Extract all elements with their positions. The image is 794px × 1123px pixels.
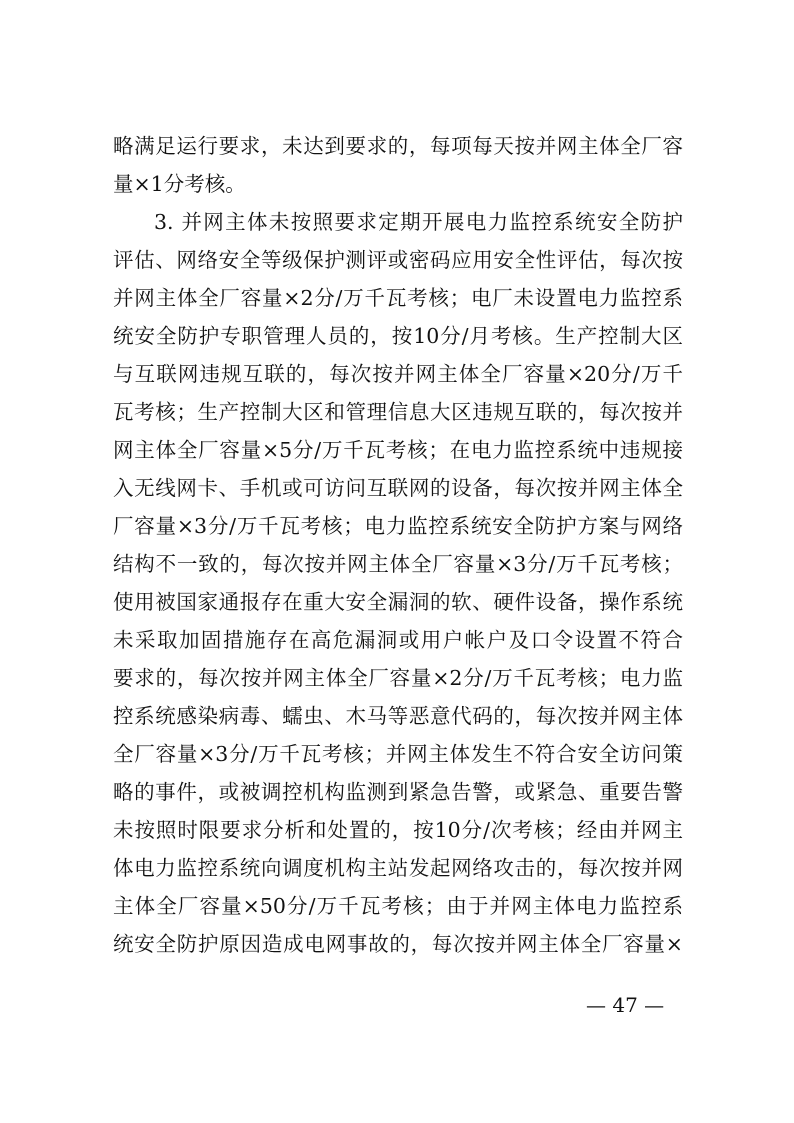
paragraph-line: 结构不一致的，每次按并网主体全厂容量×3分/万千瓦考核；: [113, 552, 683, 576]
paragraph-line: 统安全防护原因造成电网事故的，每次按并网主体全厂容量×: [113, 932, 683, 956]
paragraph-line: 要求的，每次按并网主体全厂容量×2分/万千瓦考核；电力监: [113, 666, 683, 690]
paragraph-line: 体电力监控系统向调度机构主站发起网络攻击的，每次按并网: [113, 856, 683, 880]
paragraph-line: 略的事件，或被调控机构监测到紧急告警，或紧急、重要告警: [113, 780, 683, 804]
paragraph-line: 使用被国家通报存在重大安全漏洞的软、硬件设备，操作系统: [113, 590, 683, 614]
paragraph-line: 瓦考核；生产控制大区和管理信息大区违规互联的，每次按并: [113, 400, 683, 424]
paragraph-line: 并网主体全厂容量×2分/万千瓦考核；电厂未设置电力监控系: [113, 286, 683, 310]
paragraph-line: 主体全厂容量×50分/万千瓦考核；由于并网主体电力监控系: [113, 894, 683, 918]
paragraph-line: 控系统感染病毒、蠕虫、木马等恶意代码的，每次按并网主体: [113, 704, 683, 728]
paragraph-line: 统安全防护专职管理人员的，按10分/月考核。生产控制大区: [113, 324, 683, 348]
paragraph-line: 评估、网络安全等级保护测评或密码应用安全性评估，每次按: [113, 248, 683, 272]
paragraph-line: 网主体全厂容量×5分/万千瓦考核；在电力监控系统中违规接: [113, 438, 683, 462]
paragraph-line: 量×1分考核。: [113, 172, 246, 196]
paragraph-line: 全厂容量×3分/万千瓦考核；并网主体发生不符合安全访问策: [113, 742, 683, 766]
paragraph-line: 略满足运行要求，未达到要求的，每项每天按并网主体全厂容: [113, 134, 683, 158]
paragraph-line: 厂容量×3分/万千瓦考核；电力监控系统安全防护方案与网络: [113, 514, 683, 538]
paragraph-line: 未采取加固措施存在高危漏洞或用户帐户及口令设置不符合: [113, 628, 683, 652]
paragraph-line: 与互联网违规互联的，每次按并网主体全厂容量×20分/万千: [113, 362, 683, 386]
paragraph-line: 3. 并网主体未按照要求定期开展电力监控系统安全防护: [154, 210, 683, 234]
paragraph-line: 入无线网卡、手机或可访问互联网的设备，每次按并网主体全: [113, 476, 683, 500]
page-number: — 47 —: [586, 993, 665, 1017]
paragraph-line: 未按照时限要求分析和处置的，按10分/次考核；经由并网主: [113, 818, 683, 842]
